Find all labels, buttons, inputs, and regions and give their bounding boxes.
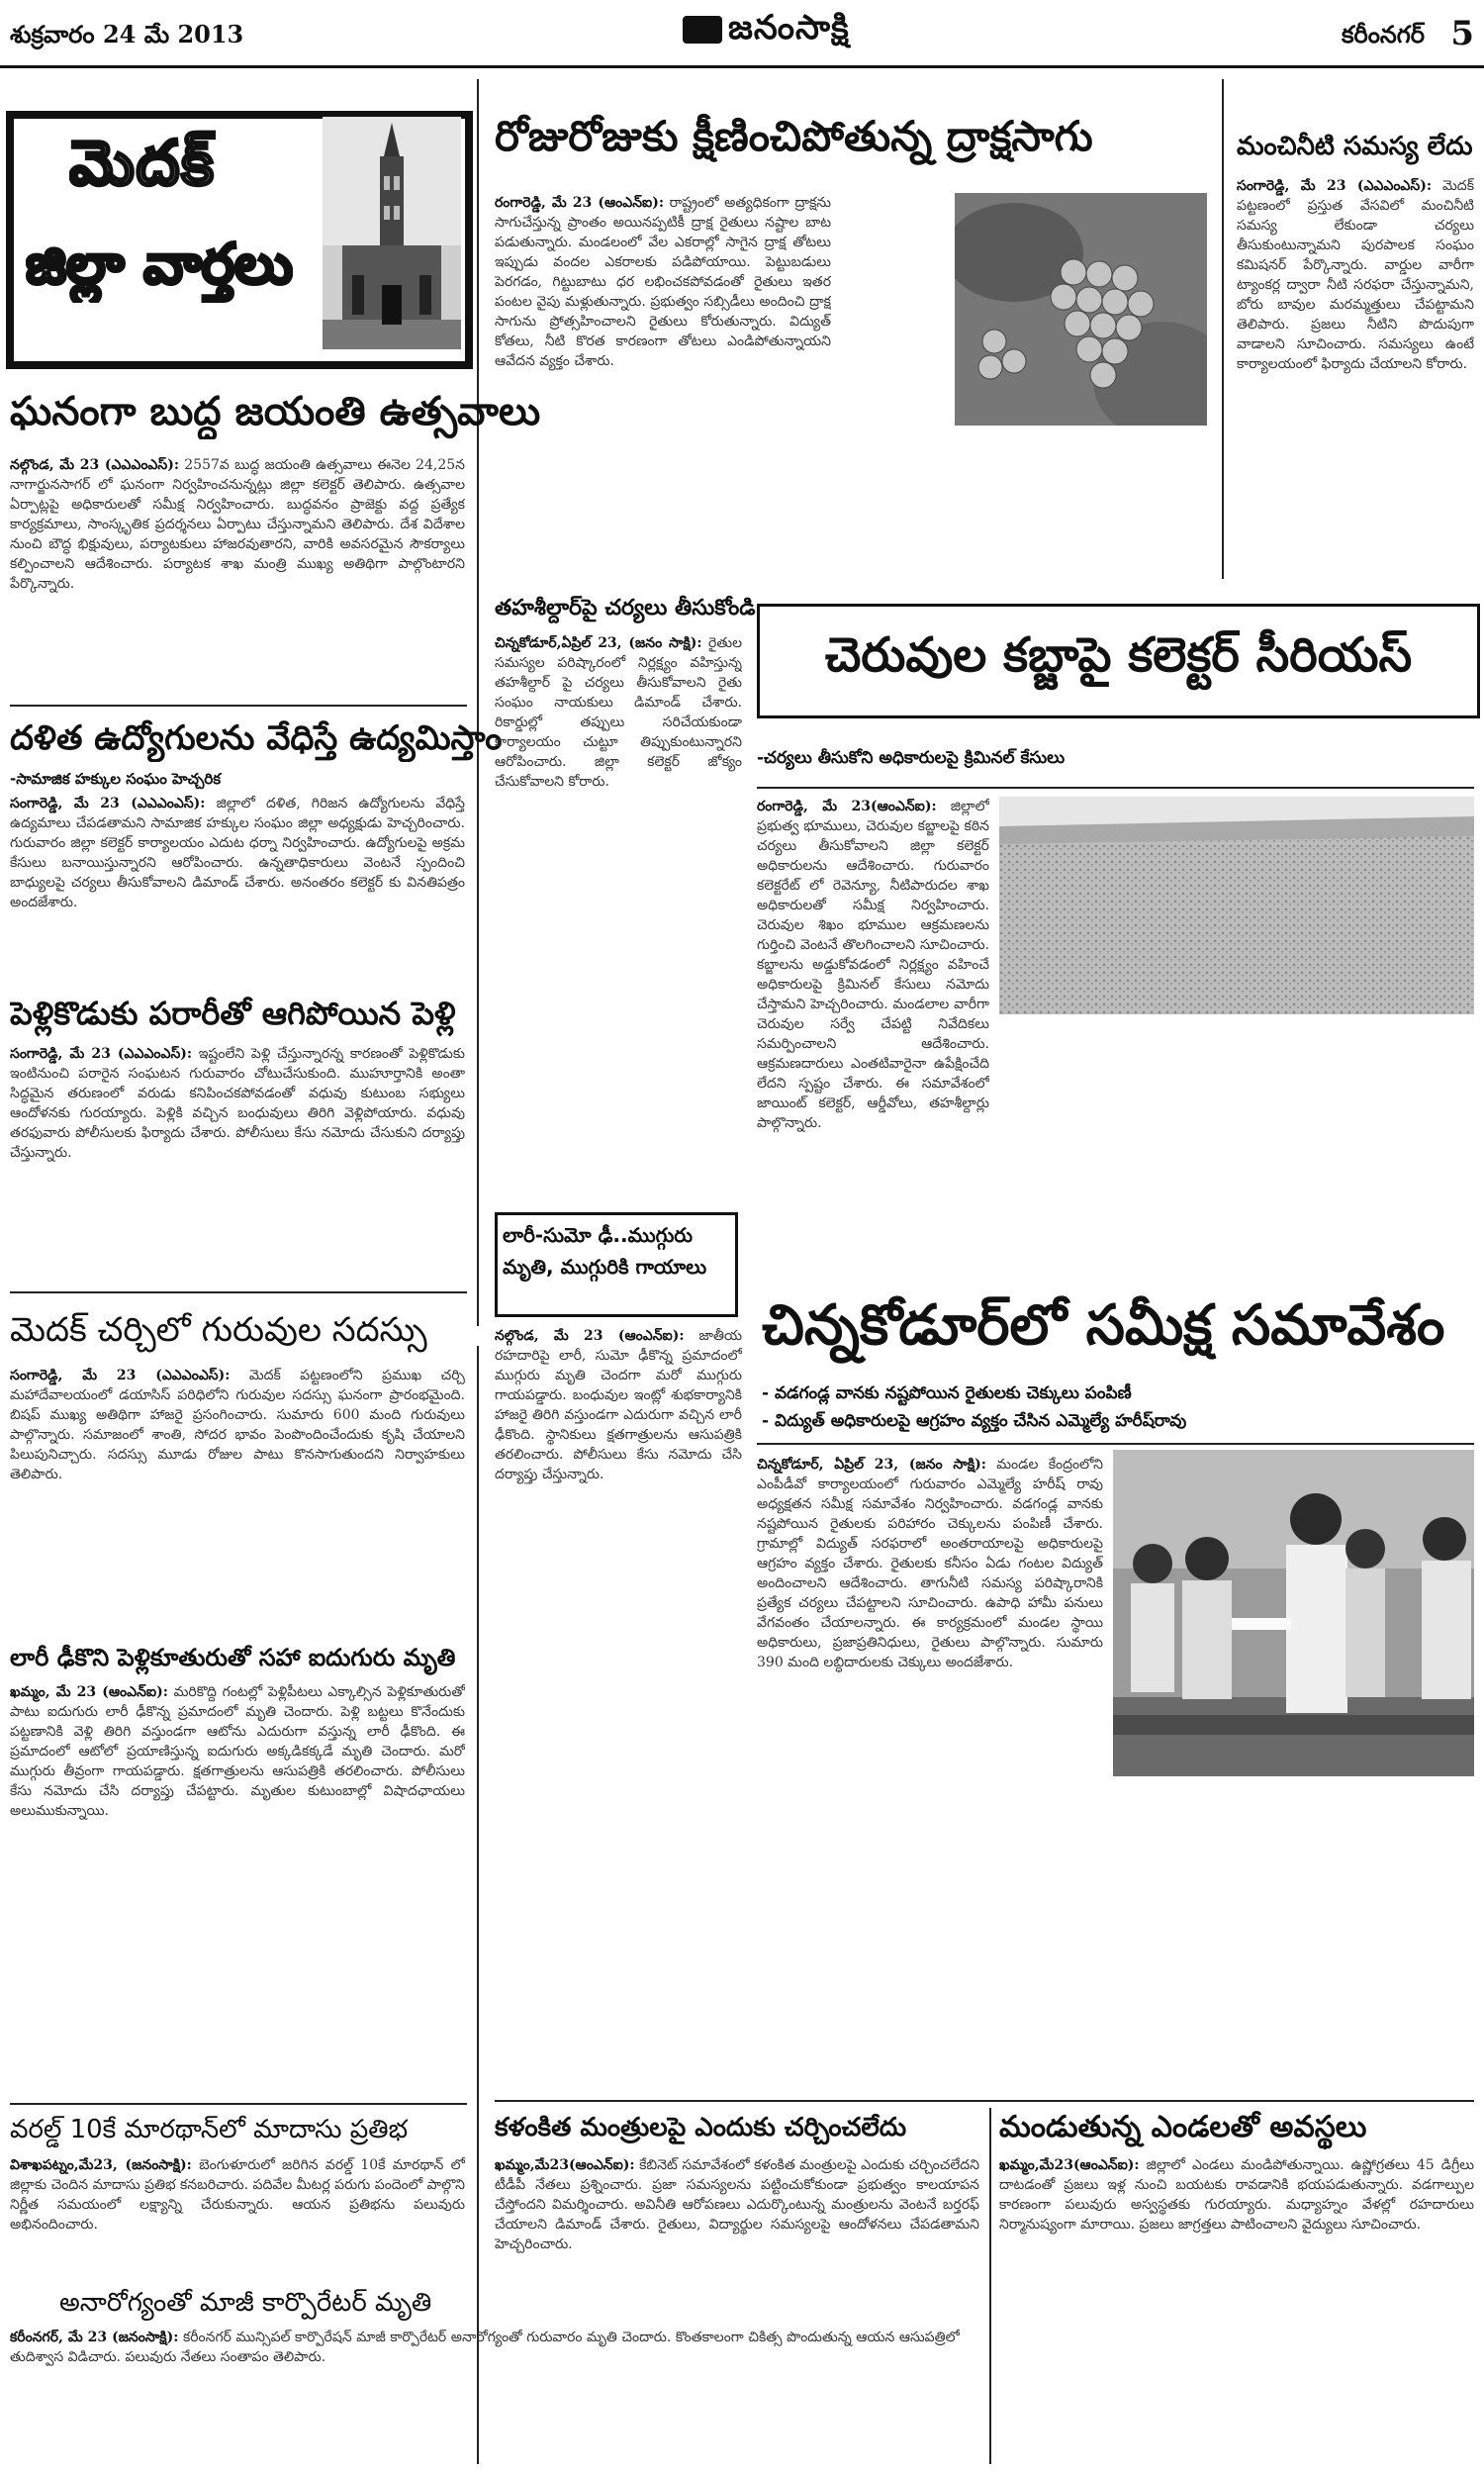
wedding-headline: పెళ్లికొడుకు పరారీతో ఆగిపోయిన పెళ్లి	[10, 995, 456, 1032]
section-rule	[10, 1291, 467, 1293]
wedding-body	[10, 1044, 465, 1282]
review-body-continued	[1113, 1786, 1474, 2098]
accident-text: మరికొద్ది గంటల్లో పెళ్లిపీటలు ఎక్కాల్సిన పెళ్లికూతురుతో పాటు ఐదుగురు లారీ ఢీకొన్న ప్రమాదంలో మృతి చెందారు. పెళ్లి బట్టలు కొనేందుకు పట్టణానికి వెళ్లి తిరిగి వస్తుండగా ఆటోను ఎదురుగా వస్తున్న లారీ ఢీకొంది. ఈ ప్రమాదంలో ఆటోలో ప్రయాణిస్తున్న ఐదుగురు అక్కడికక్కడే మృతి చెందారు. మరో ముగ్గురు తీవ్రంగా గాయపడ్డారు. క్షతగాత్రులను ఆసుపత్రికి తరలించారు. పోలీసులు కేసు నమోదు చేసి దర్యాప్తు చేపట్టారు. మృతుల కుటుంబాల్లో విషాదఛాయలు అలుముకున్నాయి.	[10, 1684, 465, 1819]
lorry-dateline: నల్గొండ, మే 23 (ఆంఎన్ఐ):	[495, 1328, 685, 1344]
marathon-body	[10, 2155, 465, 2274]
heat-text: జిల్లాలో ఎండలు మండిపోతున్నాయి. ఉష్ణోగ్రతలు 45 డిగ్రీలు దాటడంతో ప్రజలు ఇళ్ల నుంచి బయటకు రావడానికి భయపడుతున్నారు. వడగాల్పుల కారణంగా పలువురు అస్వస్థతకు గురయ్యారు. మధ్యాహ్నం వేళల్లో రహదారులు నిర్మానుష్యంగా మారాయి. ప్రజలు జాగ్రత్తలు పాటించాలని వైద్యులు సూచించారు.	[999, 2157, 1474, 2233]
teachers-text: మెదక్ పట్టణంలోని ప్రముఖ చర్చి మహాదేవాలయంలో డయాసిస్ పరిధిలోని గురువుల సదస్సు ఘనంగా ప్రారంభమైంది. బిషప్ ముఖ్య అతిథిగా హాజరై ప్రసంగించారు. సుమారు 600 మంది గురువులు పాల్గొన్నారు. సమాజంలో శాంతి, సోదర భావం పెంపొందించేందుకు కృషి చేయాలని పిలుపునిచ్చారు. సదస్సు మూడు రోజుల పాటు కొనసాగుతుందని నిర్వాహకులు తెలిపారు.	[10, 1368, 465, 1482]
dalit-subhead: -సామాజిక హక్కుల సంఘం హెచ్చరిక	[10, 770, 222, 788]
wedding-text: ఇష్టంలేని పెళ్లి చేస్తున్నారన్న కారణంతో పెళ్లికొడుకు ఇంటినుంచి పరారైన సంఘటన గురువారం చోటుచేసుకుంది. ముహూర్తానికి అంతా సిద్ధమైన తరుణంలో వరుడు కనిపించకపోవడంతో వధువు కుటుంబ సభ్యులు ఆందోళనకు గురయ్యారు. పెళ్లికి వచ్చిన బంధువులు తిరిగి వెళ్లిపోయారు. వధువు తరఫువారు పోలీసులకు ఫిర్యాదు చేశారు. పోలీసులు కేసు నమోదు చేసుకుని దర్యాప్తు చేస్తున్నారు.	[10, 1046, 465, 1161]
review-body	[757, 1455, 1103, 2088]
review-text: మండల కేంద్రంలోని ఎంపీడీవో కార్యాలయంలో గురువారం ఎమ్మెల్యే హరీష్ రావు అధ్యక్షతన సమీక్ష సమావేశం నిర్వహించారు. వడగండ్ల వానకు నష్టపోయిన రైతులకు పరిహారం చెక్కులను పంపిణీ చేశారు. గ్రామాల్లో విద్యుత్ సరఫరాలో అంతరాయాలపై అధికారులపై ఆగ్రహం వ్యక్తం చేశారు. రైతులకు కనీసం ఏడు గంటల విద్యుత్ అందించాలని ఆదేశించారు. తాగునీటి సమస్య పరిష్కారానికి ప్రత్యేక చర్యలు చేపట్టాలని సూచించారు. ఉపాధి హామీ పనులు వేగవంతం చేయాలన్నారు. ఈ కార్యక్రమంలో మండల స్థాయి అధికారులు, ప్రజాప్రతినిధులు, రైతులు పాల్గొన్నారు. సుమారు 390 మంది లబ్ధిదారులకు చెక్కులు అందజేశారు.	[757, 1457, 1103, 1670]
review-subhead-2: - విద్యుత్ అధికారులపై ఆగ్రహం వ్యక్తం చేసిన ఎమ్మెల్యే హరీష్‌రావు	[762, 1411, 1187, 1431]
section-rule	[757, 787, 1474, 789]
section-rule	[10, 2103, 467, 2105]
grapes-body-continued	[846, 435, 1212, 584]
ministers-text: కేబినెట్ సమావేశంలో కళంకిత మంత్రులపై ఎందుకు చర్చించలేదని టీడీపీ నేతలు ప్రశ్నించారు. ప్రజా సమస్యలను పట్టించుకోకుండా ప్రభుత్వం కాలయాపన చేస్తోందని విమర్శించారు. అవినీతి ఆరోపణలు ఎదుర్కొంటున్న మంత్రులను వెంటనే బర్తరఫ్ చేయాలని డిమాండ్ చేశారు. రైతులు, విద్యార్థుల సమస్యలపై ఆందోళనలు చేపడతామని హెచ్చరించారు.	[495, 2157, 979, 2252]
ponds-subhead: -చర్యలు తీసుకోని అధికారులపై క్రిమినల్ కేసులు	[757, 748, 1066, 768]
dalit-body	[10, 794, 465, 987]
ministers-headline: కళంకిత మంత్రులపై ఎందుకు చర్చించలేదు	[495, 2113, 907, 2142]
dalit-dateline: సంగారెడ్డి, మే 23 (ఎఎఎంఎస్):	[10, 796, 206, 811]
edition-place: కరీంనగర్	[1342, 20, 1425, 48]
ministers-dateline: ఖమ్మం,మే23(ఆంఎన్ఐ):	[495, 2157, 635, 2173]
edition-date: శుక్రవారం 24 మే 2013	[10, 20, 244, 48]
grapes-headline: రోజురోజుకు క్షీణించిపోతున్న ద్రాక్షసాగు	[495, 112, 1093, 160]
pond-photo	[999, 797, 1474, 1014]
section-rule	[10, 705, 467, 707]
newspaper-logo	[683, 8, 850, 55]
buddha-headline: ఘనంగా బుద్ధ జయంతి ఉత్సవాలు	[10, 389, 541, 434]
church-photo	[323, 117, 461, 349]
ponds-text: జిల్లాలో ప్రభుత్వ భూములు, చెరువుల కబ్జాలపై కఠిన చర్యలు తీసుకోవాలని జిల్లా కలెక్టర్ అధికారులను ఆదేశించారు. గురువారం కలెక్టరేట్ లో రెవెన్యూ, నీటిపారుదల శాఖ అధికారులతో సమీక్ష నిర్వహించారు. చెరువుల శిఖం భూముల ఆక్రమణలను గుర్తించి వెంటనే తొలగించాలని సూచించారు. కబ్జాలను అడ్డుకోవడంలో నిర్లక్ష్యం వహించే అధికారులపై క్రిమినల్ కేసులు నమోదు చేస్తామని హెచ్చరించారు. మండలాల వారీగా చెరువుల సర్వే చేపట్టి నివేదికలు సమర్పించాలని ఆదేశించారు. ఆక్రమణదారులు ఎంతటివారైనా ఉపేక్షించేది లేదని స్పష్టం చేశారు. ఈ సమావేశంలో జాయింట్ కలెక్టర్, ఆర్డీవోలు, తహశీల్దార్లు పాల్గొన్నారు.	[757, 799, 989, 1131]
marathon-text: బెంగుళూరులో జరిగిన వరల్డ్ 10కే మారథాన్ లో జిల్లాకు చెందిన మాదాసు ప్రతిభ కనబరిచారు. పదివేల మీటర్ల పరుగు పందెంలో పాల్గొని నిర్ణీత సమయంలో లక్ష్యాన్ని చేరుకున్నారు. ఆయన ప్రతిభను పలువురు అభినందించారు.	[10, 2157, 465, 2233]
dalit-text: జిల్లాలో దళిత, గిరిజన ఉద్యోగులను వేధిస్తే ఉద్యమాలు చేపడతామని సామాజిక హక్కుల సంఘం జిల్లా అధ్యక్షుడు హెచ్చరించారు. గురువారం జిల్లా కలెక్టర్ కార్యాలయం ఎదుట ధర్నా నిర్వహించారు. ఉద్యోగులపై అక్రమ కేసులు బనాయిస్తున్నారని ఆరోపించారు. ఉన్నతాధికారులు వెంటనే స్పందించి బాధ్యులపై చర్యలు తీసుకోవాలని డిమాండ్ చేశారు. అనంతరం కలెక్టర్ కు వినతిపత్రం అందజేశారు.	[10, 796, 465, 910]
lorry-text: జాతీయ రహదారిపై లారీ, సుమో ఢీకొన్న ప్రమాదంలో ముగ్గురు మృతి చెందగా మరో ముగ్గురు గాయపడ్డారు. బంధువుల ఇంట్లో శుభకార్యానికి హాజరై తిరిగి వస్తుండగా ఎదురుగా వచ్చిన లారీ ఢీకొంది. స్థానికులు క్షతగాత్రులను ఆసుపత్రికి తరలించారు. పోలీసులు కేసు నమోదు చేసి దర్యాప్తు చేస్తున్నారు.	[495, 1328, 742, 1482]
tahsildar-headline: తహశీల్దార్‌పై చర్యలు తీసుకోండి	[495, 596, 756, 620]
buddha-dateline: నల్గొండ, మే 23 (ఎఎఎంఎస్):	[10, 457, 180, 473]
header-divider	[0, 65, 1484, 68]
corporator-headline: అనారోగ్యంతో మాజీ కార్పొరేటర్ మృతి	[59, 2288, 432, 2318]
logo-text: జనంసాక్షి	[728, 8, 850, 48]
buddha-text: 2557వ బుద్ధ జయంతి ఉత్సవాలు ఈనెల 24,25న నాగార్జునసాగర్ లో ఘనంగా నిర్వహించనున్నట్లు జిల్లా కలెక్టర్ తెలిపారు. ఉత్సవాల ఏర్పాట్లపై అధికారులతో సమీక్ష నిర్వహించారు. బుద్ధవనం ప్రాజెక్టు వద్ద ప్రత్యేక కార్యక్రమాలు, సాంస్కృతిక ప్రదర్శనలు ఏర్పాటు చేస్తున్నామని తెలిపారు. దేశ విదేశాల నుంచి బౌద్ధ భిక్షువులు, పర్యాటకులు హాజరవుతారని, వారికి అవసరమైన సౌకర్యాలు కల్పించాలని ఆదేశించారు. పర్యాటక శాఖ మంత్రి ముఖ్య అతిథిగా పాల్గొంటారని పేర్కొన్నారు.	[10, 457, 465, 592]
grapes-text: రాష్ట్రంలో అత్యధికంగా ద్రాక్షను సాగుచేస్తున్న ప్రాంతం అయినప్పటికీ ద్రాక్ష రైతులు నష్టాల బాట పడుతున్నారు. మండలంలో వేల ఎకరాల్లో సాగైన ద్రాక్ష తోటలు ఇప్పుడు వందల ఎకరాలకు పడిపోయాయి. పెట్టుబడులు పెరగడం, గిట్టుబాటు ధర లభించకపోవడంతో రైతులు ఇతర పంటల వైపు మళ్లుతున్నారు. ప్రభుత్వం సబ్సిడీలు అందించి ద్రాక్ష సాగును ప్రోత్సహించాలని రైతులు కోరుతున్నారు. విద్యుత్ కోతలు, నీటి కొరత కారణంగా తోటలు ఎండిపోతున్నాయని ఆవేదన వ్యక్తం చేశారు.	[495, 195, 831, 369]
heat-body	[999, 2155, 1474, 2462]
heat-headline: మండుతున్న ఎండలతో అవస్థలు	[999, 2110, 1367, 2144]
review-dateline: చిన్నకోడూర్, ఏప్రిల్ 23, (జనం సాక్షి):	[757, 1457, 986, 1473]
column-rule	[989, 2108, 991, 2464]
lorry-body	[495, 1326, 742, 2019]
grapes-photo	[955, 193, 1207, 426]
accident-headline: లారీ ఢీకొని పెళ్లికూతురుతో సహా ఐదుగురు మృతి	[10, 1644, 456, 1671]
buddha-body	[10, 455, 465, 693]
teachers-body	[10, 1366, 465, 1628]
water-dateline: సంగారెడ్డి, మే 23 (ఎఎఎంఎస్):	[1237, 178, 1433, 194]
masthead-line-1: మెదక్	[69, 127, 216, 199]
water-headline: మంచినీటి సమస్య లేదు	[1237, 132, 1473, 161]
dalit-headline: దళిత ఉద్యోగులను వేధిస్తే ఉద్యమిస్తాం	[10, 718, 503, 758]
tahsildar-text: రైతుల సమస్యల పరిష్కారంలో నిర్లక్ష్యం వహిస్తున్న తహశీల్దార్ పై చర్యలు తీసుకోవాలని రైతు సంఘం నాయకులు డిమాండ్ చేశారు. రికార్డుల్లో తప్పులు సరిచేయకుండా కార్యాలయం చుట్టూ తిప్పుకుంటున్నారని ఆరోపించారు. జిల్లా కలెక్టర్ జోక్యం చేసుకోవాలని కోరారు.	[495, 635, 742, 790]
marathon-headline: వరల్డ్ 10కే మారథాన్‌లో మాదాసు ప్రతిభ	[10, 2115, 409, 2144]
column-rule	[1222, 79, 1224, 579]
lorry-headline: లారీ-సుమో ఢీ..ముగ్గురు మృతి, ముగ్గురికి గాయాలు	[503, 1223, 707, 1279]
teachers-headline: మెదక్ చర్చిలో గురువుల సదస్సు	[10, 1310, 427, 1350]
column-rule	[477, 1346, 479, 2464]
wedding-dateline: సంగారెడ్డి, మే 23 (ఎఎఎంఎస్):	[10, 1046, 193, 1062]
accident-body	[10, 1682, 465, 2098]
teachers-dateline: సంగారెడ్డి, మే 23 (ఎఎఎంఎస్):	[10, 1368, 231, 1383]
column-rule	[477, 79, 479, 1326]
marathon-dateline: విశాఖపట్నం,మే23, (జనంసాక్షి):	[10, 2157, 192, 2173]
accident-dateline: ఖమ్మం, మే 23 (ఆంఎన్ఐ):	[10, 1684, 168, 1700]
grapes-dateline: రంగారెడ్డి, మే 23 (ఆంఎన్ఐ):	[495, 195, 665, 211]
masthead-line-2: జిల్లా వార్తలు	[26, 233, 294, 297]
tahsildar-dateline: చిన్నకోడూర్,ఏప్రిల్ 23, (జనం సాక్షి):	[495, 635, 702, 651]
water-body	[1237, 176, 1474, 572]
section-rule	[757, 1443, 1474, 1445]
ponds-body-continued	[757, 1024, 1474, 1232]
page-number: 5	[1450, 14, 1474, 53]
water-text: మెదక్ పట్టణంలో ప్రస్తుత వేసవిలో మంచినీటి సమస్య లేకుండా చర్యలు తీసుకుంటున్నామని పురపాలక సంఘం కమిషనర్ పేర్కొన్నారు. వార్డుల వారీగా ట్యాంకర్ల ద్వారా నీటి సరఫరా చేస్తున్నామని, బోరు బావుల మరమ్మత్తులు చేపట్టామని తెలిపారు. ప్రజలు నీటిని పొదుపుగా వాడాలని సూచించారు. సమస్యలు ఉంటే కార్యాలయంలో ఫిర్యాదు చేయాలని కోరారు.	[1237, 178, 1474, 372]
tahsildar-body	[495, 633, 742, 1227]
review-subhead-1: - వడగండ్ల వానకు నష్టపోయిన రైతులకు చెక్కులు పంపిణీ	[762, 1383, 1132, 1403]
corporator-text: కరీంనగర్ మున్సిపల్ కార్పొరేషన్ మాజీ కార్పొరేటర్ అనారోగ్యంతో గురువారం మృతి చెందారు. కొంతకాలంగా చికిత్స పొందుతున్న ఆయన ఆసుపత్రిలో తుదిశ్వాస విడిచారు. పలువురు నేతలు సంతాపం తెలిపారు.	[10, 2330, 960, 2365]
ponds-headline: చెరువుల కబ్జాపై కలెక్టర్ సీరియస్	[757, 604, 1480, 718]
grapes-body-narrow	[846, 193, 945, 430]
section-rule	[495, 2100, 1474, 2102]
review-headline: చిన్నకోడూర్‌లో సమీక్ష సమావేశం	[762, 1293, 1445, 1358]
heat-dateline: ఖమ్మం,మే23(ఆంఎన్ఐ):	[999, 2157, 1140, 2173]
ponds-dateline: రంగారెడ్డి, మే 23(ఆంఎన్ఐ):	[757, 799, 937, 814]
logo-icon	[683, 16, 722, 44]
corporator-dateline: కరీంనగర్, మే 23 (జనంసాక్షి):	[10, 2330, 179, 2345]
meeting-photo	[1113, 1450, 1474, 1776]
ministers-body	[495, 2155, 979, 2462]
